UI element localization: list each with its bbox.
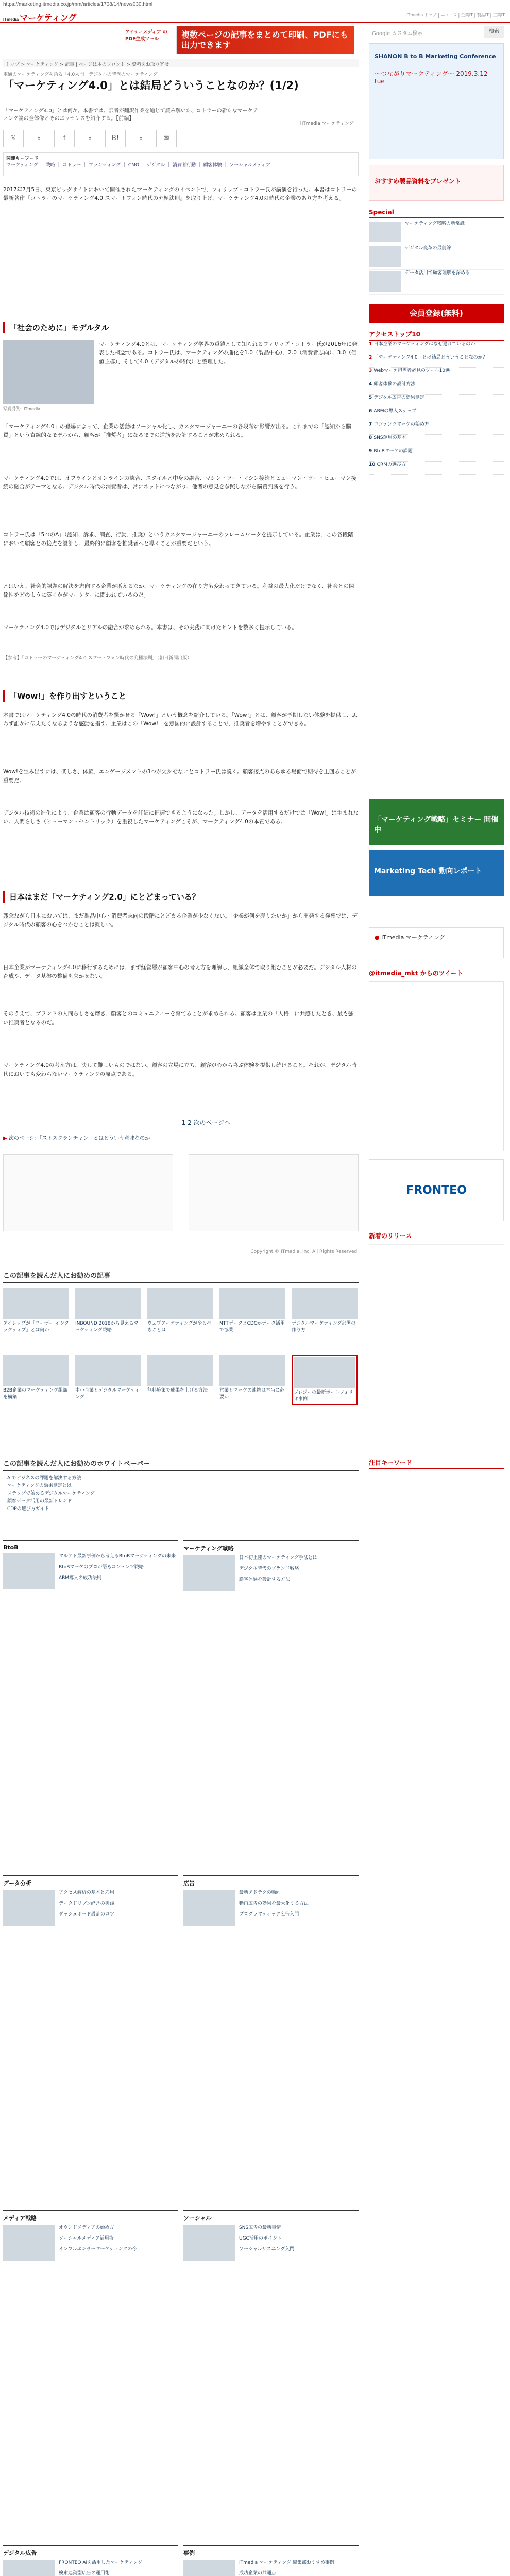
paragraph: そのうえで、ブランドの人間らしさを磨き、顧客とのコミュニティーを育てることが求められる。顧客は企業の「人格」に共感したとき、最も強い推奨者となるのだ。 [3,1011,354,1026]
ranking-title: CRMの選び方 [377,462,406,467]
search-input[interactable] [369,26,504,38]
news-list[interactable] [369,1244,504,1450]
whitepaper-list [3,1475,359,1513]
section-heading: 「社会のために」モデルタル [3,322,359,333]
ranking-title: 日本企業のマーケティングはなぜ遅れているのか [373,342,475,347]
paragraph: とはいえ、社会的課題の解決を志向する企業が増えるなか、マーケティングの在り方も変わってきている。利益の最大化だけでなく、社会との関係性をどのように築くかがマーケターに問われているのだ。 [3,583,354,598]
whitepaper-item[interactable]: 顧客データ活用の最新トレンド [7,1499,72,1504]
ranking-item[interactable]: 8 SNS運用の基本 [369,435,504,448]
category-box [183,1875,359,1926]
category-feature-thumb[interactable] [183,1555,235,1591]
ranking-item[interactable]: 3 Webマーケ担当者必見のツール10選 [369,368,504,381]
category-item[interactable]: 最新アドテクの動向 [239,1890,281,1895]
special-heading: Special [369,209,504,218]
news-heading: 新着のリリース [369,1231,504,1242]
category-box [3,1540,178,1589]
category-box [3,2210,178,2261]
thumbnail [219,1288,285,1319]
next-page-link[interactable] [3,1133,359,1141]
paragraph: 2017年7月5日、東京ビッグサイトにおいて開催されたマーケティングのイベントで、フィリップ・コトラー氏が講演を行った。本書はコトラーの最新著作『コトラーのマーケティング4.0 スマートフォン時代の究極法則』を取り上げ、マーケティング4.0の時代の企業のあり方を考える。 [3,187,358,201]
special-item[interactable] [369,270,504,295]
ranking-item[interactable]: 2 「マーケティング4.0」とは結局どういうことなのか？ [369,354,504,368]
related-card[interactable] [219,1288,285,1334]
twitter-account: ITmedia マーケティング [381,934,445,941]
ranking-item[interactable]: 1 日本企業のマーケティングはなぜ遅れているのか [369,341,504,354]
category-feature-thumb[interactable] [183,2225,235,2261]
whitepaper-item[interactable]: ステップで始めるデジタルマーケティング [7,1491,95,1496]
ranking-title: 「マーケティング4.0」とは結局どういうことなのか？ [373,355,487,360]
related-card[interactable] [75,1288,141,1334]
ranking-item[interactable]: 5 デジタル広告の効果測定 [369,395,504,408]
related-card[interactable] [3,1288,69,1334]
category-feature-thumb[interactable] [183,1890,235,1926]
category-feature-thumb[interactable] [3,1890,55,1926]
article-lead: 「マーケティング4.0」とは何か。本書では、訳者が翻訳作業を通じて読み解いた、コトラーの新たなマーケティング論の全体像とそのエッセンスを紹介する。【前編】 [3,108,258,122]
special-title: マーケティング戦略の新常識 [405,221,465,226]
byline: ［ITmedia マーケティング］ [297,121,359,126]
whitepaper-heading: この記事を読んだ人にお勧めのホワイトペーパー [3,1458,359,1471]
section-heading: 「Wow!」を作り出すということ [3,690,359,702]
thumbnail [369,271,401,292]
category-item[interactable]: デジタル時代のブランド戦略 [239,1566,299,1571]
article-photo [3,340,94,404]
ad-title: SHANON B to B Marketing Conference [375,53,496,60]
tweet-heading: @itmedia_mkt からのツイート [369,969,504,979]
ranking-item[interactable]: 9 BtoBマーケの課題 [369,448,504,462]
related-card[interactable] [75,1355,141,1401]
category-item[interactable]: 顧客体験を設計する方法 [239,1577,291,1582]
ranking-title: BtoBマーケの課題 [373,449,413,454]
search-placeholder: Google カスタム検索 [372,31,423,37]
paragraph: デジタル技術の進化により、企業は顧客の行動データを詳細に把握できるようになった。しかし、データを活用するだけでは「Wow!」は生まれない。人間らしさ（ヒューマン・セントリック）を重視したマーケティングこそが、マーケティング4.0の本質である。 [3,810,359,825]
category-heading[interactable]: ソーシャル [183,2215,212,2222]
seminar-ad[interactable]: 「マーケティング戦略」セミナー 開催中 [369,799,504,845]
category-item[interactable]: 成功企業の共通点 [239,2571,277,2576]
category-item[interactable]: 検索連動型広告の運用術 [59,2571,110,2576]
related-card[interactable] [147,1288,213,1334]
thumbnail [75,1355,141,1386]
thumbnail [3,1288,69,1319]
category-item[interactable]: ITmedia マーケティング 編集部おすすめ事例 [239,2560,334,2565]
breadcrumb[interactable]: トップ > マーケティング > 記事 | ページは本のフロント > 資料をお取り寄せ [3,59,359,67]
related-title: 営業とマーケの連携は本当に必要か [219,1388,285,1400]
related-card[interactable] [219,1355,285,1401]
category-item[interactable]: ソーシャルメディア活用術 [59,2236,114,2241]
ranking-item[interactable]: 6 ABMの導入ステップ [369,408,504,421]
thumbnail [294,1357,355,1388]
brand-label: ITmedia [3,17,19,22]
thumbnail [369,246,401,267]
pager[interactable]: 1 2 次のページへ [181,1119,231,1126]
category-item[interactable]: プログラマティック広告入門 [239,1912,299,1917]
category-item[interactable]: ダッシュボード設計のコツ [59,1912,114,1917]
paragraph: 本書ではマーケティング4.0の時代の消費者を驚かせる「Wow!」という概念を紹介している。「Wow!」とは、顧客が予期しない体験を提供し、思わず誰かに伝えたくなるような感動を指す。企業はこの「Wow!」を意図的に設計することで、推奨者を増やすことができる。 [3,712,358,727]
category-item[interactable]: BtoBマーケのプロが語るコンテンツ戦略 [59,1565,144,1570]
category-feature-thumb[interactable] [183,2560,235,2576]
paragraph: コトラー氏は「5つのA」（認知、訴求、調査、行動、推奨）というカスタマージャーニーのフレームワークを提示している。企業は、この各段階において顧客との接点を設計し、最終的に顧客を推奨者へと導くことが重要だという。 [3,532,353,547]
banner-logo: アイティメディア の PDF生成ツール [123,26,177,54]
category-item[interactable]: FRONTEO AIを活用したマーケティング [59,2560,143,2565]
ranking-heading: アクセストップ10 [369,330,504,341]
special-item[interactable] [369,221,504,245]
keyword-label: 関連キーワード [6,156,39,161]
category-item[interactable]: UGC活用のポイント [239,2236,282,2241]
category-feature-thumb[interactable] [3,1553,55,1589]
category-box [3,2545,178,2576]
paragraph: マーケティング4.0の考え方は、決して難しいものではない。顧客の立場に立ち、顧客が心から喜ぶ体験を提供し続けること。それが、デジタル時代においても変わらないマーケティングの原点である。 [3,1062,357,1077]
special-title: データ活用で顧客理解を深める [405,270,470,276]
thumbnail [75,1288,141,1319]
facebook-icon[interactable]: f [54,130,75,147]
thumbnail [147,1288,213,1319]
category-heading[interactable]: メディア戦略 [3,2215,37,2222]
related-title: 中小企業とデジタルマーケティング [75,1388,140,1400]
section-heading: 日本はまだ「マーケティング2.0」にとどまっている？ [3,891,359,903]
report-ad[interactable]: Marketing Tech 動向レポート [369,850,504,896]
keyword-box [3,152,359,176]
category-box [183,2545,359,2576]
ranking-title: SNS運用の基本 [373,435,406,440]
related-title: デジタルマーケティング部署の作り方 [292,1321,356,1333]
category-heading[interactable]: 事例 [183,2550,195,2556]
category-item[interactable]: SNS広告の最新事情 [239,2225,281,2230]
category-box [3,1875,178,1926]
thumbnail [369,222,401,242]
category-item[interactable]: 動画広告の効果を最大化する方法 [239,1901,309,1906]
keyword-heading: 注目キーワード [369,1458,504,1469]
category-item[interactable]: ABM導入の成功法則 [59,1575,102,1581]
whitepaper-item[interactable]: CDPの選び方ガイド [7,1506,49,1512]
category-item[interactable]: マルケト最新事例から考えるBtoBマーケティングの未来 [59,1554,176,1559]
site-name: マーケティング [20,14,77,23]
header-links[interactable]: ITmedia トップ | ニュース | 企業IT | 製品IT | 工業IT [406,13,505,18]
twitter-icon: ● [375,934,382,941]
related-title: INBOUND 2018から見えるマーケティング戦略 [75,1321,139,1333]
site-logo[interactable] [3,11,80,22]
category-item[interactable]: 日本初上陸のマーケティング手法とは [239,1555,317,1561]
related-title: ウェブアーケティングがやるべきことは [147,1321,212,1333]
related-card[interactable] [292,1355,358,1405]
reference-note: 【参考】「コトラーのマーケティング4.0 スマートフォン時代の究極法則」（朝日新聞出版） [3,656,192,661]
category-feature-thumb[interactable] [3,2560,55,2576]
share-bar [3,130,359,147]
special-list [369,221,504,295]
related-card[interactable] [147,1355,213,1394]
related-heading: この記事を読んだ人にお勧めの記事 [3,1270,359,1283]
thumbnail [3,1355,69,1386]
category-heading[interactable]: 広告 [183,1880,195,1887]
mail-icon[interactable]: ✉ [156,130,177,147]
paragraph: マーケティング4.0では、オフラインとオンラインの統合、スタイルと中身の融合、マシン・ツー・マシン接続とヒューマン・ツー・ヒューマン接続の融合がテーマとなる。デジタル時代の消費者は、常にネットにつながり、他者の意見を参照しながら購買判断を行う。 [3,475,356,490]
paragraph: 日本企業がマーケティング4.0に移行するためには、まず経営層が顧客中心の考え方を理解し、組織全体で取り組むことが必要だ。デジタル人材の育成や、データ基盤の整備も欠かせない。 [3,964,357,979]
ad-sub: 〜つながりマーケティング〜 2019.3.12 tue [375,70,488,85]
photo-caption: 写真提供：ITmedia [3,406,41,411]
related-title: ブレジーの最新ポートフォリオ事例 [294,1390,353,1402]
tweet-timeline[interactable] [369,981,504,1151]
related-card[interactable] [292,1288,358,1334]
paragraph: マーケティング4.0とは、マーケティング学界の重鎮として知られるフィリップ・コトラー氏が2016年に発表した概念である。コトラー氏は、マーケティングの進化を1.0（製品中心）、2.0（消費者志向）、3.0（価値主導）、そして4.0（デジタルの時代）と整理した。 [99,341,358,365]
whitepaper-item[interactable]: マーケティングの効果測定とは [7,1483,72,1488]
special-item[interactable] [369,245,504,270]
next-link-label: 次のページ：「ストスクランチャン」とはどういう意味なのか [8,1136,150,1141]
whitepaper-item[interactable]: AIでビジネスの課題を解決する方法 [7,1476,81,1481]
ranking-item[interactable]: 10 CRMの選び方 [369,462,504,475]
related-title: NTTデータとCDCがデータ活用で協業 [219,1321,285,1333]
category-heading[interactable]: データ分析 [3,1880,31,1887]
share-count: 0 [28,134,50,151]
category-item[interactable]: オウンドメディアの始め方 [59,2225,114,2230]
ranking-title: Webマーケ担当者必見のツール10選 [373,368,450,374]
related-title: アイレップが「ユーザー インタラクティブ」とは何か [3,1321,69,1333]
share-count: 0 [130,134,152,151]
ranking-title: 顧客体験の設計方法 [373,382,416,387]
search-button[interactable]: 検索 [484,26,504,38]
category-heading[interactable]: デジタル広告 [3,2550,37,2556]
ad-rectangle[interactable] [3,1154,173,1231]
member-register-button[interactable]: 会員登録(無料) [369,304,504,323]
special-title: デジタル変革の最前線 [405,246,451,251]
fronteo-ad[interactable]: FRONTEO [369,1159,504,1221]
paragraph: 残念ながら日本においては、まだ製品中心・消費者志向の段階にとどまる企業が少なくない。「企業が何を売りたいか」から出発する発想では、デジタル時代の顧客の心をつかむことは難しい。 [3,913,358,928]
related-title: B2B企業のマーケティング組織を構築 [3,1388,67,1400]
category-item[interactable]: ソーシャルリスニング入門 [239,2247,295,2252]
ranking-title: ABMの導入ステップ [373,409,417,414]
category-item[interactable]: データドリブン経営の実践 [59,1901,114,1906]
category-item[interactable]: インフルエンサーマーケティングの今 [59,2247,137,2252]
keyword-links[interactable]: マーケティング ｜ 戦略 ｜ コトラー ｜ ブランディング ｜ CMO ｜ デジタル ｜ 消費者行動 ｜ 顧客体験 ｜ ソーシャルメディア [6,163,271,168]
paragraph: マーケティング4.0ではデジタルとリアルの融合が求められる。本書は、その実践に向けたヒントを数多く提示している。 [3,624,297,631]
article-title: 「マーケティング4.0」とは結局どういうことなのか？(1/2) [3,79,299,92]
ranking-title: デジタル広告の効果測定 [373,395,424,400]
banner-text: 複数ページの記事をまとめて印刷、PDFにも出力できます [181,30,348,50]
ranking-list [369,341,504,475]
thumbnail [292,1288,358,1319]
url-bar[interactable]: https://marketing.itmedia.co.jp/mm/articles/1708/14/news030.html [3,2,153,7]
paragraph: Wow!を生み出すには、楽しさ、体験、エンゲージメントの3つが欠かせないとコトラー氏は説く。顧客接点のあらゆる場面で期待を上回ることが重要だ。 [3,769,356,784]
article-category: 電通のマーケティングを語る「4.0入門」デジタルの時代のマーケティング [3,72,158,77]
ranking-item[interactable]: 4 顧客体験の設計方法 [369,381,504,395]
twitter-widget[interactable] [369,927,504,958]
related-grid [3,1288,359,1443]
next-arrow-icon: ▶ [3,1136,9,1141]
category-heading[interactable]: マーケティング戦略 [183,1545,234,1552]
present-ad[interactable]: おすすめ製品資料をプレゼント [369,165,504,201]
ranking-title: コンテンツマーケの始め方 [373,422,429,427]
category-item[interactable]: アクセス解析の基本と応用 [59,1890,114,1895]
related-card[interactable] [3,1355,69,1401]
thumbnail [219,1355,285,1386]
bookmark-icon[interactable]: B! [105,130,126,147]
conference-ad[interactable] [369,43,504,159]
copyright: Copyright © ITmedia, Inc. All Rights Reserved. [250,1249,359,1255]
thumbnail [147,1355,213,1386]
related-title: 無料施策で成果を上げる方法 [147,1388,208,1393]
twitter-icon[interactable]: 𝕏 [3,130,24,147]
ranking-item[interactable]: 7 コンテンツマーケの始め方 [369,421,504,435]
category-box [183,2210,359,2261]
category-heading[interactable]: BtoB [3,1544,19,1551]
category-feature-thumb[interactable] [3,2225,55,2261]
ad-rectangle[interactable] [189,1154,359,1231]
category-box [183,1540,359,1591]
paragraph: 「マーケティング4.0」の登場によって、企業の活動はソーシャル化し、カスタマージャーニーの各段階に影響が出る。これまでの「認知から購買」という直線的なモデルから、顧客が「推奨者」になるまでの道筋を設計することが求められる。 [3,423,351,438]
share-count: 0 [79,134,101,151]
